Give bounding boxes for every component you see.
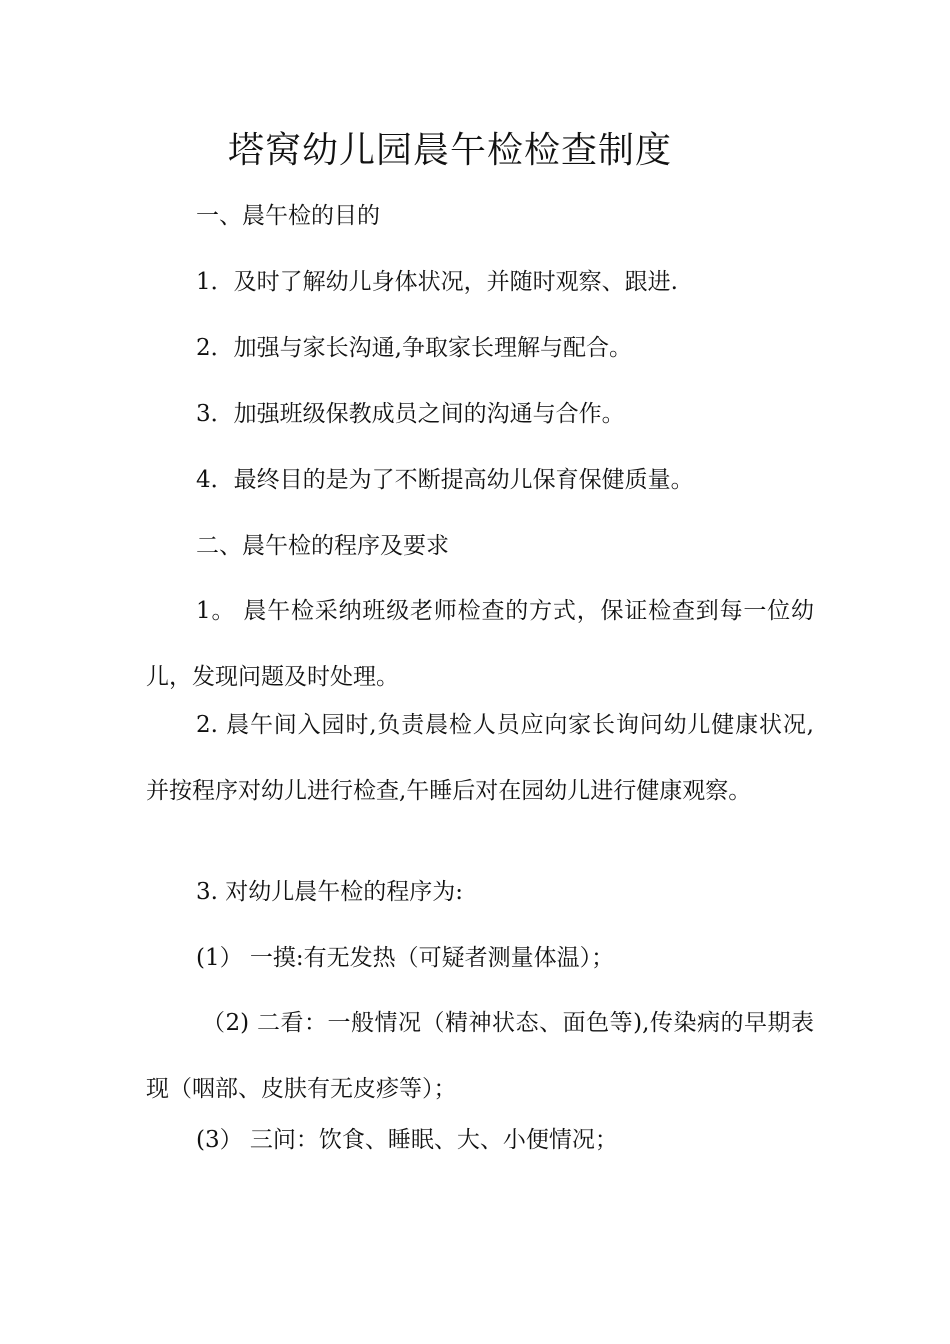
purpose-item-2: 2．加强与家长沟通,争取家长理解与配合。: [196, 335, 632, 361]
procedure-item-3: (3） 三问：饮食、睡眠、大、小便情况；: [196, 1127, 618, 1153]
procedure-item-2: （2) 二看：一般情况（精神状态、面色等),传染病的早期表现（咽部、皮肤有无皮疹等）；: [146, 1010, 814, 1102]
document-title: 塔窝幼儿园晨午检检查制度: [227, 130, 672, 171]
purpose-item-4: 4．最终目的是为了不断提高幼儿保育保健质量。: [196, 467, 694, 493]
purpose-item-3: 3．加强班级保教成员之间的沟通与合作。: [196, 401, 625, 427]
section-heading-procedure: 二、晨午检的程序及要求: [196, 533, 449, 559]
procedure-paragraph-2: 2. 晨午间入园时,负责晨检人员应向家长询问幼儿健康状况,并按程序对幼儿进行检查,午睡后对在园幼儿进行健康观察。: [146, 712, 814, 804]
procedure-paragraph-1: 1。 晨午检采纳班级老师检查的方式，保证检查到每一位幼儿，发现问题及时处理。: [146, 598, 814, 690]
purpose-item-1: 1．及时了解幼儿身体状况，并随时观察、跟进.: [196, 269, 678, 295]
section-heading-purpose: 一、晨午检的目的: [196, 203, 380, 229]
procedure-paragraph-3: 3. 对幼儿晨午检的程序为:: [196, 879, 464, 905]
procedure-item-1: (1） 一摸:有无发热（可疑者测量体温）；: [196, 945, 615, 971]
